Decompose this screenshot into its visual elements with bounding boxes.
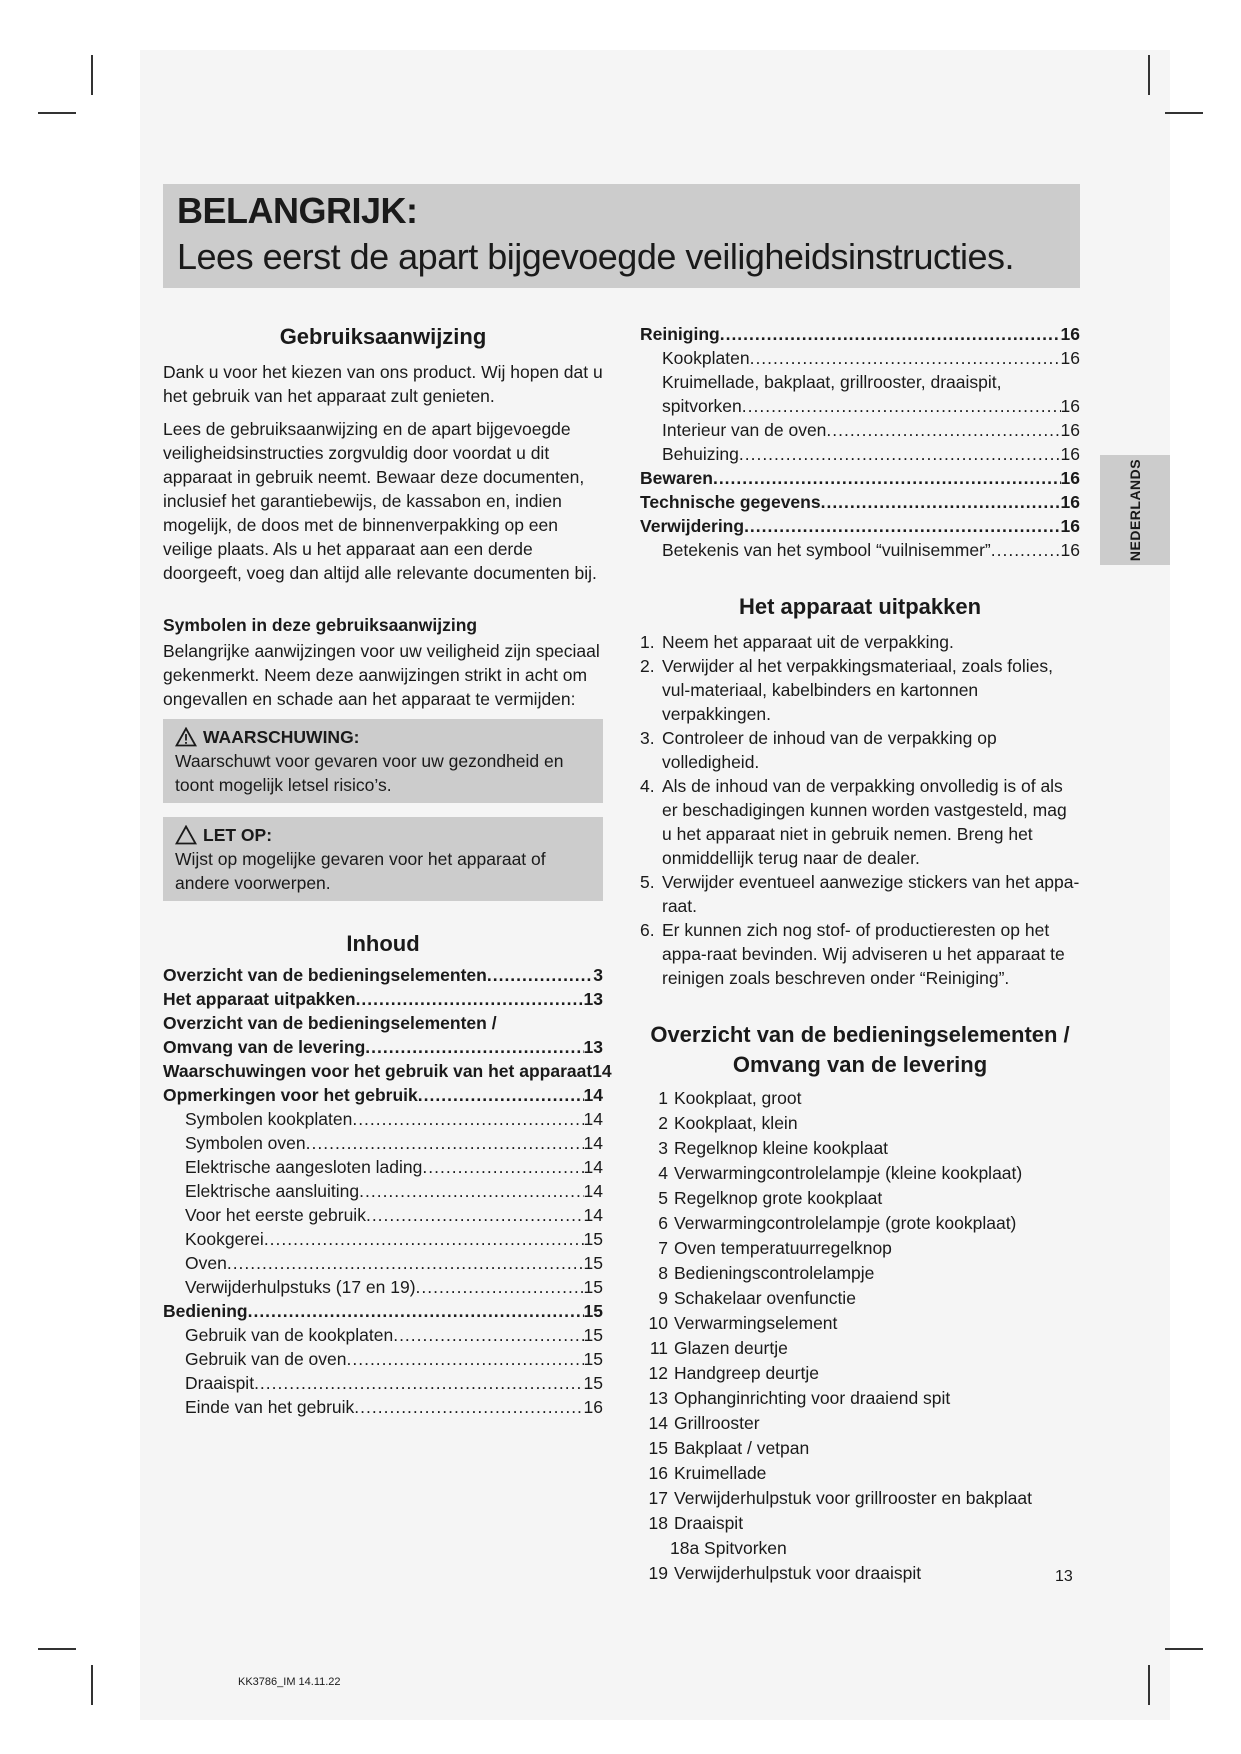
toc-entry-title: Elektrische aangesloten lading [185, 1157, 423, 1177]
toc-entry[interactable] [163, 1275, 603, 1299]
toc-entry-page: 14 [583, 1157, 603, 1177]
list-item: 2 Kookplaat, klein [658, 1113, 798, 1133]
toc-entry-title: Bewaren [640, 468, 713, 488]
toc-entry-page: 13 [583, 1037, 603, 1057]
toc-entry-page: 16 [1060, 396, 1080, 416]
list-item: 4. Als de inhoud van de verpakking onvolledig is of als er beschadigingen kunnen worden vastgesteld, mag u het apparaat niet in gebruik nemen. Breng het onmiddellijk terug naar de dealer. [640, 776, 1067, 868]
toc-entry[interactable] [640, 346, 1080, 370]
toc-entry-title: Bediening [163, 1301, 248, 1321]
toc-entry-title: Betekenis van het symbool “vuilnisemmer” [662, 540, 991, 560]
list-item: 19 Verwijderhulpstuk voor draaispit [648, 1563, 922, 1583]
toc-entry-title: Reiniging [640, 324, 720, 344]
crop-mark [38, 1648, 76, 1650]
toc-entry[interactable] [163, 1227, 603, 1251]
toc-entry-title: Kookgerei [185, 1229, 264, 1249]
list-item: 10 Verwarmingselement [648, 1313, 838, 1333]
list-item: 2. Verwijder al het verpakkingsmateriaal, zoals folies, vul-materiaal, kabelbinders en kartonnen verpakkingen. [640, 656, 1054, 724]
toc-entry-page: 14 [592, 1061, 612, 1081]
list-item: 18 Draaispit [648, 1513, 744, 1533]
toc-entry-line: Kruimellade, bakplaat, grillrooster, draaispit, [662, 372, 1002, 392]
toc-entry[interactable] [163, 1083, 603, 1107]
toc-entry-page: 15 [583, 1301, 603, 1321]
toc-entry-page: 16 [1060, 540, 1080, 560]
toc-entry[interactable] [640, 442, 1080, 466]
crop-mark [91, 1665, 93, 1705]
toc-entry-line: Overzicht van de bedieningselementen / [163, 1013, 497, 1033]
toc-entry-page: 15 [583, 1325, 603, 1345]
intro-paragraph-1: Dank u voor het kiezen van ons product. Wij hopen dat u het gebruik van het apparaat zult genieten. [163, 362, 603, 406]
toc-entry-page: 14 [583, 1181, 603, 1201]
caution-title: LET OP: [203, 825, 273, 845]
toc-entry[interactable] [163, 1371, 603, 1395]
toc-entry[interactable] [640, 466, 1080, 490]
toc-entry[interactable] [163, 1059, 612, 1083]
toc-entry-page: 15 [583, 1229, 603, 1249]
toc-entry-page: 15 [583, 1253, 603, 1273]
toc-entry[interactable] [163, 1035, 603, 1059]
toc-entry-title: Overzicht van de bedieningselementen [163, 965, 487, 985]
unpack-heading: Het apparaat uitpakken [738, 594, 982, 619]
toc-entry-title: Einde van het gebruik [185, 1397, 355, 1417]
toc-entry-title: Omvang van de levering [163, 1037, 366, 1057]
crop-mark [1165, 1648, 1203, 1650]
banner-subtitle: Lees eerst de apart bijgevoegde veiligheidsinstructies. [177, 236, 1015, 277]
list-item: 5 Regelknop grote kookplaat [658, 1188, 883, 1208]
toc-entry-title: Technische gegevens [640, 492, 821, 512]
toc-entry-page: 16 [1060, 420, 1080, 440]
important-banner [163, 184, 1080, 288]
crop-mark [38, 112, 76, 114]
toc-entry-page: 16 [583, 1397, 603, 1417]
toc-entry[interactable] [640, 394, 1080, 418]
list-item: 4 Verwarmingcontrolelampje (kleine kookplaat) [658, 1163, 1023, 1183]
unpack-steps [640, 630, 1080, 990]
warning-notice [163, 719, 603, 803]
list-item: 6 Verwarmingcontrolelampje (grote kookplaat) [658, 1213, 1017, 1233]
left-column [163, 322, 612, 1419]
toc-entry-title: Kookplaten [662, 348, 750, 368]
symbols-heading: Symbolen in deze gebruiksaanwijzing [163, 615, 478, 635]
warning-text: Waarschuwt voor gevaren voor uw gezondheid en toont mogelijk letsel risico’s. [175, 751, 564, 795]
list-item: 8 Bedieningscontrolelampje [658, 1263, 875, 1283]
list-item: 5. Verwijder eventueel aanwezige stickers van het appa-raat. [640, 872, 1080, 916]
toc-entry-title: Verwijderhulpstuks (17 en 19) [185, 1277, 416, 1297]
crop-mark [1165, 112, 1203, 114]
toc-entry-page: 16 [1060, 516, 1080, 536]
toc-entry-title: Oven [185, 1253, 227, 1273]
list-item: 9 Schakelaar ovenfunctie [658, 1288, 856, 1308]
intro-paragraph-2: Lees de gebruiksaanwijzing en de apart bijgevoegde veiligheidsinstructies zorgvuldig door voordat u dit apparaat in gebruik neemt. Bewaar deze documenten, inclusief het garantiebewijs, de kassabon en, indien mogelijk, de doos met de binnenverpakking op een veilige plaats. Als u het apparaat aan een derde doorgeeft, voeg dan altijd alle relevante documenten bij. [163, 419, 597, 583]
toc-entry-title: Behuizing [662, 444, 739, 464]
toc-entry-title: Voor het eerste gebruik [185, 1205, 366, 1225]
toc-heading: Inhoud [346, 931, 420, 956]
list-item: 17 Verwijderhulpstuk voor grillrooster en bakplaat [648, 1488, 1032, 1508]
overview-heading-line-1: Overzicht van de bedieningselementen / [650, 1022, 1070, 1047]
toc-entry-title: Interieur van de oven [662, 420, 827, 440]
toc-entry[interactable] [640, 322, 1080, 346]
toc-entry-title: Waarschuwingen voor het gebruik van het apparaat [163, 1061, 593, 1081]
toc-entry-page: 14 [583, 1205, 603, 1225]
list-item: 12 Handgreep deurtje [648, 1363, 819, 1383]
toc-entry-title: Gebruik van de kookplaten [185, 1325, 394, 1345]
toc-entry-title: Symbolen kookplaten [185, 1109, 353, 1129]
toc-entry-page: 14 [583, 1109, 603, 1129]
toc-entry-title: Opmerkingen voor het gebruik [163, 1085, 418, 1105]
toc-entry-page: 15 [583, 1277, 603, 1297]
banner-title: BELANGRIJK: [177, 190, 418, 231]
toc-entry-page: 3 [593, 965, 603, 985]
toc-left [163, 963, 612, 1419]
caution-triangle-icon [175, 825, 197, 845]
list-item: 15 Bakplaat / vetpan [648, 1438, 810, 1458]
footer-code: KK3786_IM 14.11.22 [238, 1676, 341, 1688]
toc-entry-title: spitvorken [662, 396, 742, 416]
crop-mark [91, 55, 93, 95]
list-item: 13 Ophanginrichting voor draaiend spit [648, 1388, 951, 1408]
toc-entry-page: 15 [583, 1349, 603, 1369]
list-item: 16 Kruimellade [648, 1463, 767, 1483]
language-tab [1100, 455, 1170, 565]
toc-entry-title: Gebruik van de oven [185, 1349, 347, 1369]
manual-heading: Gebruiksaanwijzing [279, 324, 487, 349]
list-item: 1. Neem het apparaat uit de verpakking. [640, 632, 954, 652]
toc-entry-title: Symbolen oven [185, 1133, 306, 1153]
caution-header [175, 823, 591, 847]
page-number: 13 [1055, 1568, 1073, 1585]
caution-notice [163, 817, 603, 901]
overview-heading-line-2: Omvang van de levering [732, 1052, 988, 1077]
toc-entry[interactable] [163, 1299, 603, 1323]
list-item: 6. Er kunnen zich nog stof- of productieresten op het appa-raat bevinden. Wij adviseren u het apparaat te reinigen zoals beschreven onder “Reiniging”. [640, 920, 1065, 988]
toc-entry[interactable] [640, 514, 1080, 538]
list-item: 14 Grillrooster [648, 1413, 760, 1433]
language-tab-label: NEDERLANDS [1127, 458, 1143, 562]
toc-entry[interactable] [163, 1179, 603, 1203]
list-item: 7 Oven temperatuurregelknop [658, 1238, 892, 1258]
toc-entry[interactable] [163, 1131, 603, 1155]
toc-entry[interactable] [163, 1347, 603, 1371]
toc-right [640, 322, 1080, 562]
right-column [640, 322, 1080, 1586]
list-item: 3 Regelknop kleine kookplaat [658, 1138, 889, 1158]
toc-entry[interactable] [640, 490, 1080, 514]
toc-entry-page: 14 [583, 1085, 603, 1105]
toc-entry[interactable] [163, 1203, 603, 1227]
toc-entry[interactable] [640, 418, 1080, 442]
toc-entry-title: Draaispit [185, 1373, 255, 1393]
list-item: 1 Kookplaat, groot [658, 1088, 802, 1108]
list-item: 11 Glazen deurtje [649, 1338, 788, 1358]
list-item: 3. Controleer de inhoud van de verpakking op volledigheid. [640, 728, 997, 772]
toc-entry-page: 16 [1060, 348, 1080, 368]
toc-entry[interactable] [163, 1107, 603, 1131]
warning-header [175, 725, 591, 749]
parts-list [640, 1086, 1080, 1586]
list-item: 18a Spitvorken [670, 1538, 787, 1558]
toc-entry[interactable] [163, 1155, 603, 1179]
toc-entry-title: Elektrische aansluiting [185, 1181, 360, 1201]
toc-entry[interactable] [163, 1395, 603, 1419]
warning-triangle-icon [175, 727, 197, 747]
symbols-text: Belangrijke aanwijzingen voor uw veiligheid zijn speciaal gekenmerkt. Neem deze aanwijzingen strikt in acht om ongevallen en schade aan het apparaat te vermijden: [163, 641, 600, 709]
toc-entry[interactable] [163, 1251, 603, 1275]
toc-entry-page: 15 [583, 1373, 603, 1393]
toc-entry-page: 16 [1060, 324, 1080, 344]
caution-text: Wijst op mogelijke gevaren voor het apparaat of andere voorwerpen. [175, 849, 546, 893]
crop-mark [1148, 55, 1150, 95]
toc-entry-page: 16 [1060, 444, 1080, 464]
warning-title: WAARSCHUWING: [203, 727, 360, 747]
toc-entry[interactable] [163, 987, 603, 1011]
toc-entry-page: 16 [1060, 468, 1080, 488]
toc-entry-title: Het apparaat uitpakken [163, 989, 356, 1009]
toc-entry-page: 16 [1060, 492, 1080, 512]
toc-entry-page: 14 [583, 1133, 603, 1153]
toc-entry-title: Verwijdering [640, 516, 745, 536]
crop-mark [1148, 1665, 1150, 1705]
toc-entry[interactable] [163, 963, 603, 987]
toc-entry-page: 13 [583, 989, 603, 1009]
toc-entry[interactable] [163, 1323, 603, 1347]
toc-entry[interactable] [640, 538, 1080, 562]
